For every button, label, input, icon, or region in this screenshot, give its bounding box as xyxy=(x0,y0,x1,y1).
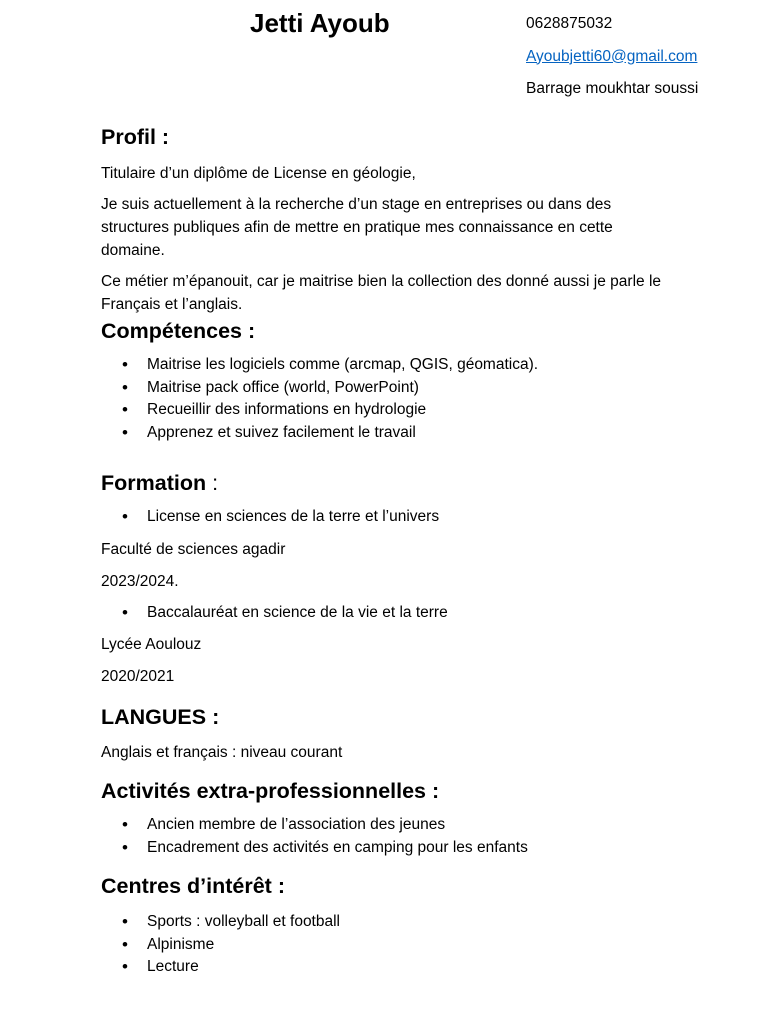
interets-heading: Centres d’intérêt : xyxy=(101,874,285,898)
list-item: • License en sciences de la terre et l’univers xyxy=(101,506,661,529)
competences-heading: Compétences : xyxy=(101,319,256,343)
list-item: • Encadrement des activités en camping pour les enfants xyxy=(101,837,661,860)
address: Barrage moukhtar soussi xyxy=(526,80,699,97)
list-item: • Apprenez et suivez facilement le travail xyxy=(101,422,661,445)
email-link[interactable]: Ayoubjetti60@gmail.com xyxy=(526,47,698,65)
list-item: • Baccalauréat en science de la vie et la terre xyxy=(101,602,661,625)
phone-number: 0628875032 xyxy=(526,15,613,32)
cv-content xyxy=(101,122,661,979)
school-name: Faculté de sciences agadir xyxy=(101,540,286,558)
formation-heading xyxy=(101,468,661,498)
formation-list-2 xyxy=(101,602,661,625)
school-name: Lycée Aoulouz xyxy=(101,636,202,653)
langues-text: Anglais et français : niveau courant xyxy=(101,744,343,761)
interets-list xyxy=(101,911,661,979)
person-name: Jetti Ayoub xyxy=(250,8,390,38)
year: 2023/2024. xyxy=(101,572,179,590)
langues-heading: LANGUES : xyxy=(101,705,220,729)
contact-block xyxy=(526,14,698,112)
activites-heading: Activités extra-professionnelles : xyxy=(101,779,440,803)
activites-list xyxy=(101,814,661,859)
profil-paragraph: Je suis actuellement à la recherche d’un stage en entreprises ou dans des structures publiques afin de mettre en pratique mes connaissance en cette domaine. xyxy=(101,196,613,259)
formation-title: Formation xyxy=(101,471,207,495)
list-item: • Alpinisme xyxy=(101,934,661,957)
formation-colon: : xyxy=(206,471,219,495)
list-item: • Ancien membre de l’association des jeunes xyxy=(101,814,661,837)
year: 2020/2021 xyxy=(101,668,175,685)
profil-paragraph: Titulaire d’un diplôme de License en géologie, xyxy=(101,165,416,182)
profil-paragraph: Ce métier m’épanouit, car je maitrise bien la collection des donné aussi je parle le Français et l’anglais. xyxy=(101,273,662,313)
list-item: • Lecture xyxy=(101,956,661,979)
list-item: • Recueillir des informations en hydrologie xyxy=(101,399,661,422)
list-item: • Maitrise les logiciels comme (arcmap, QGIS, géomatica). xyxy=(101,354,661,377)
profil-heading: Profil : xyxy=(101,125,170,149)
formation-list-1 xyxy=(101,506,661,529)
competences-list xyxy=(101,354,661,444)
list-item: • Sports : volleyball et football xyxy=(101,911,661,934)
list-item: • Maitrise pack office (world, PowerPoint) xyxy=(101,377,661,400)
